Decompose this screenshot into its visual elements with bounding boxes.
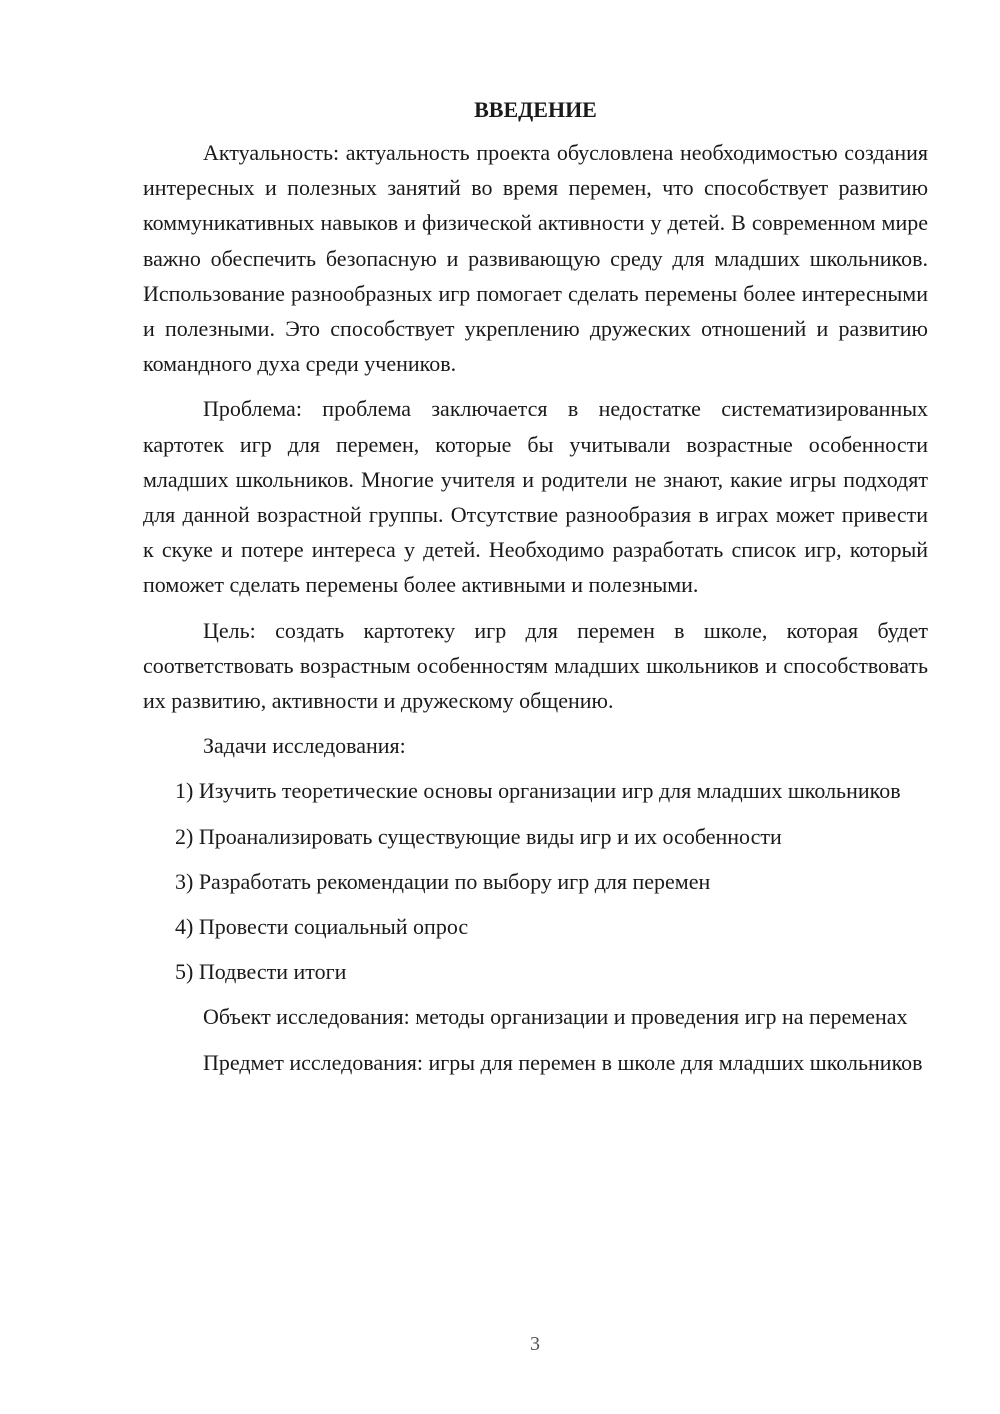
goal-paragraph: Цель: создать картотеку игр для перемен в школе, которая будет соответствовать возрастным особенностям младших школьников и способствовать их развитию, активности и дружескому общению.: [143, 617, 928, 714]
document-title: ВВЕДЕНИЕ: [474, 97, 597, 122]
page-number: 3: [530, 1333, 540, 1355]
problem-paragraph: Проблема: проблема заключается в недостатке систематизированных картотек игр для перемен, которые бы учитывали возрастные особенности младших школьников. Многие учителя и родители не знают, какие игры подходят для данной возрастной группы. Отсутствие разнообразия в играх может привести к скуке и потере интереса у детей. Необходимо разработать список игр, который поможет сделать перемены более активными и полезными.: [143, 396, 928, 598]
task-item-2: 2) Проанализировать существующие виды игр и их особенности: [175, 823, 782, 849]
research-object-paragraph: Объект исследования: методы организации и проведения игр на переменах: [203, 1004, 908, 1030]
relevance-paragraph: Актуальность: актуальность проекта обусловлена необходимостью создания интересных и полезных занятий во время перемен, что способствует развитию коммуникативных навыков и физической активности у детей. В современном мире важно обеспечить безопасную и развивающую среду для младших школьников. Использование разнообразных игр помогает сделать перемены более интересными и полезными. Это способствует укреплению дружеских отношений и развитию командного духа среди учеников.: [143, 140, 928, 377]
document-page: [143, 92, 928, 1090]
task-item-1: 1) Изучить теоретические основы организации игр для младших школьников: [175, 778, 901, 804]
task-item-3: 3) Разработать рекомендации по выбору игр для перемен: [175, 868, 711, 894]
tasks-heading: Задачи исследования:: [203, 733, 406, 759]
research-subject-paragraph: Предмет исследования: игры для перемен в школе для младших школьников: [203, 1049, 923, 1075]
task-item-5: 5) Подвести итоги: [175, 959, 347, 985]
tasks-list: [143, 773, 928, 989]
task-item-4: 4) Провести социальный опрос: [175, 914, 469, 940]
